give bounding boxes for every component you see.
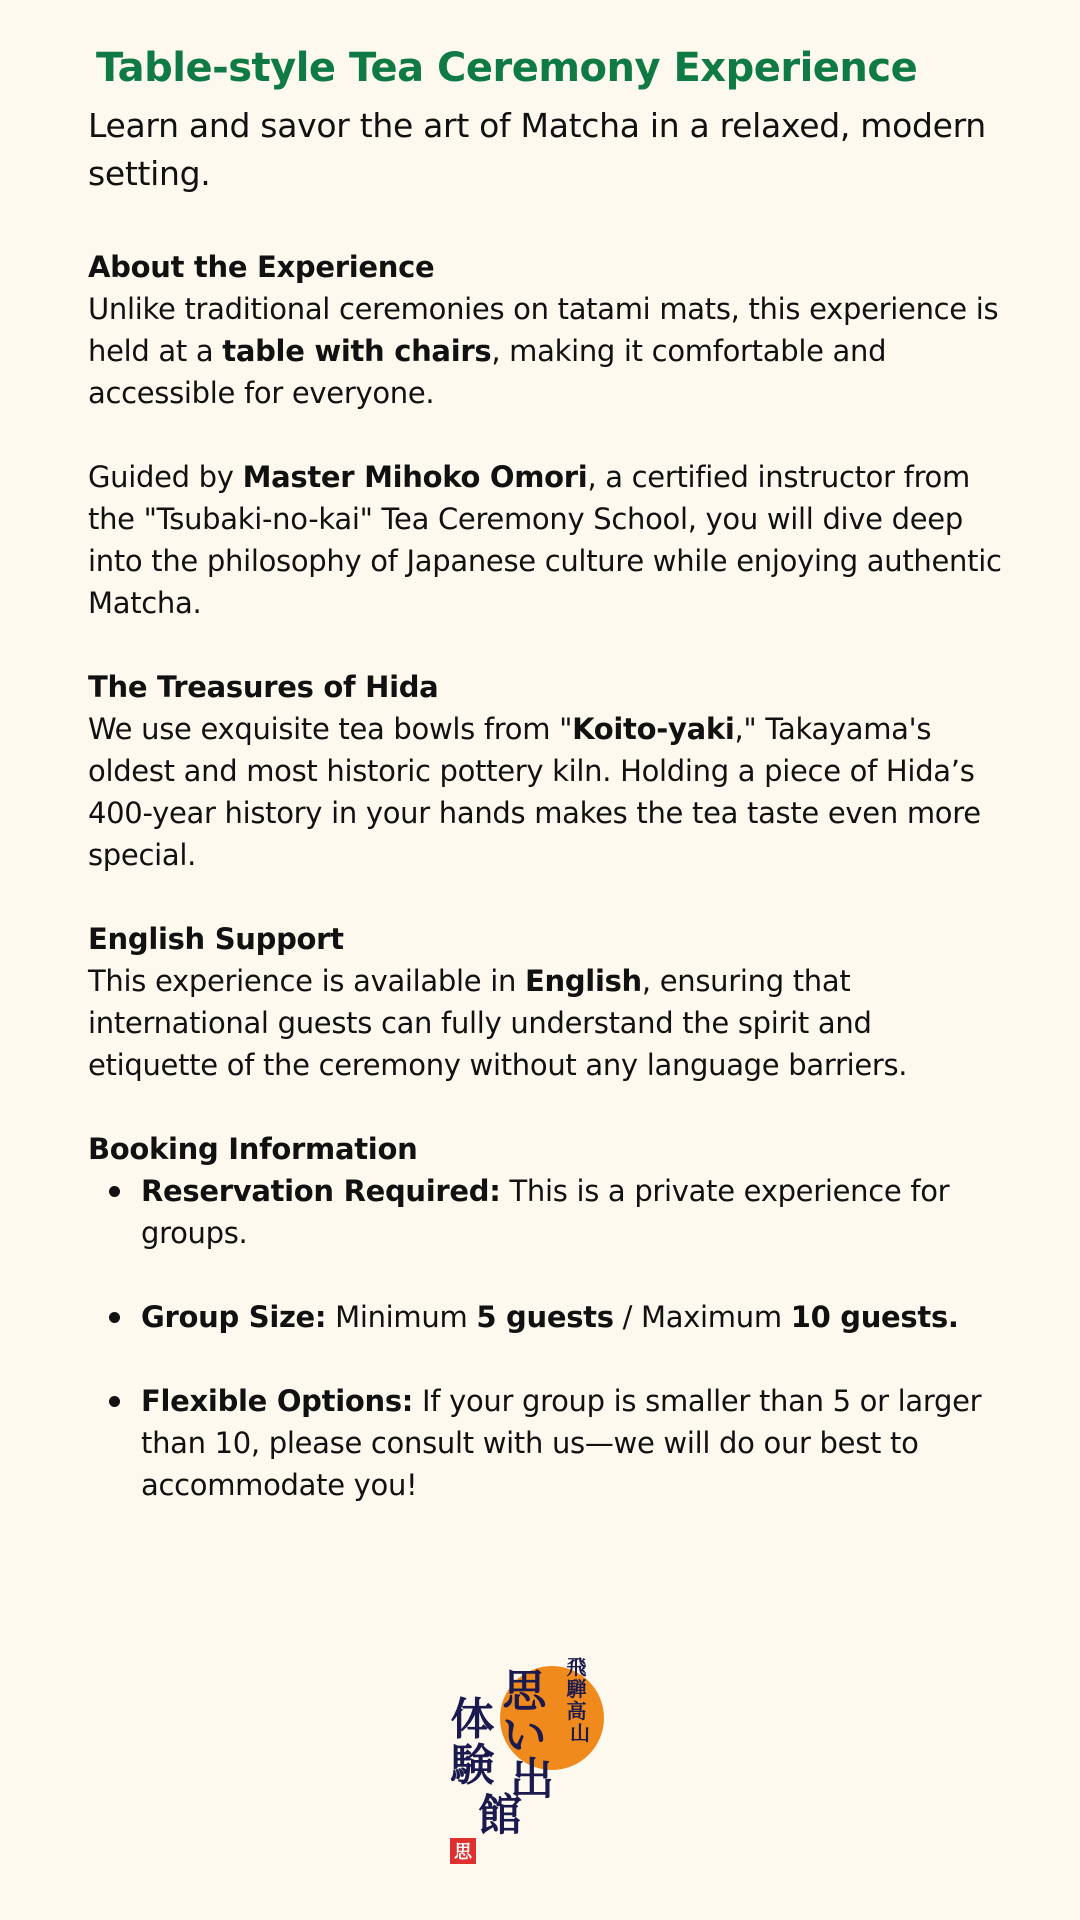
bullet-dot [109,1312,120,1323]
bullet-dot [109,1396,120,1407]
page-subtitle: Learn and savor the art of Matcha in a relaxed, modern setting. [88,106,986,193]
bullet-dot [109,1186,120,1197]
booking-item-reservation: Reservation Required: This is a private experience for groups. [88,1170,1008,1254]
english-paragraph: This experience is available in English, ensuring that international guests can fully understand the spirit and etiquette of the ceremony without any language barriers. [88,964,908,1082]
logo-main-text-2: 体 験 館 [450,1694,522,1841]
logo-vertical-text: 飛 騨 高 山 [566,1655,590,1745]
page-title: Table-style Tea Ceremony Experience [96,45,918,91]
logo-seal-text: 思 [454,1842,472,1863]
booking-list [88,1170,1008,1506]
booking-item-group-size: Group Size: Minimum 5 guests / Maximum 10 guests. [88,1296,1008,1338]
about-paragraph-1: Unlike traditional ceremonies on tatami mats, this experience is held at a table with chairs, making it comfortable and accessible for everyone. [88,292,999,410]
logo-main-text-1: 思 い 出 [502,1666,554,1805]
omoide-taikenkan-logo [448,1646,628,1868]
booking-heading: Booking Information [88,1132,418,1166]
about-paragraph-2: Guided by Master Mihoko Omori, a certified instructor from the "Tsubaki-no-kai" Tea Ceremony School, you will dive deep into the philosophy of Japanese culture while enjoying authentic Matcha. [88,460,1002,620]
english-heading: English Support [88,922,344,956]
booking-item-flexible: Flexible Options: If your group is smaller than 5 or larger than 10, please consult with us—we will do our best to accommodate you! [88,1380,1008,1506]
treasures-heading: The Treasures of Hida [88,670,439,704]
about-heading: About the Experience [88,250,435,284]
treasures-paragraph: We use exquisite tea bowls from "Koito-yaki," Takayama's oldest and most historic pottery kiln. Holding a piece of Hida’s 400-year history in your hands makes the tea taste even more special. [88,712,981,872]
page-content [88,40,1008,1548]
